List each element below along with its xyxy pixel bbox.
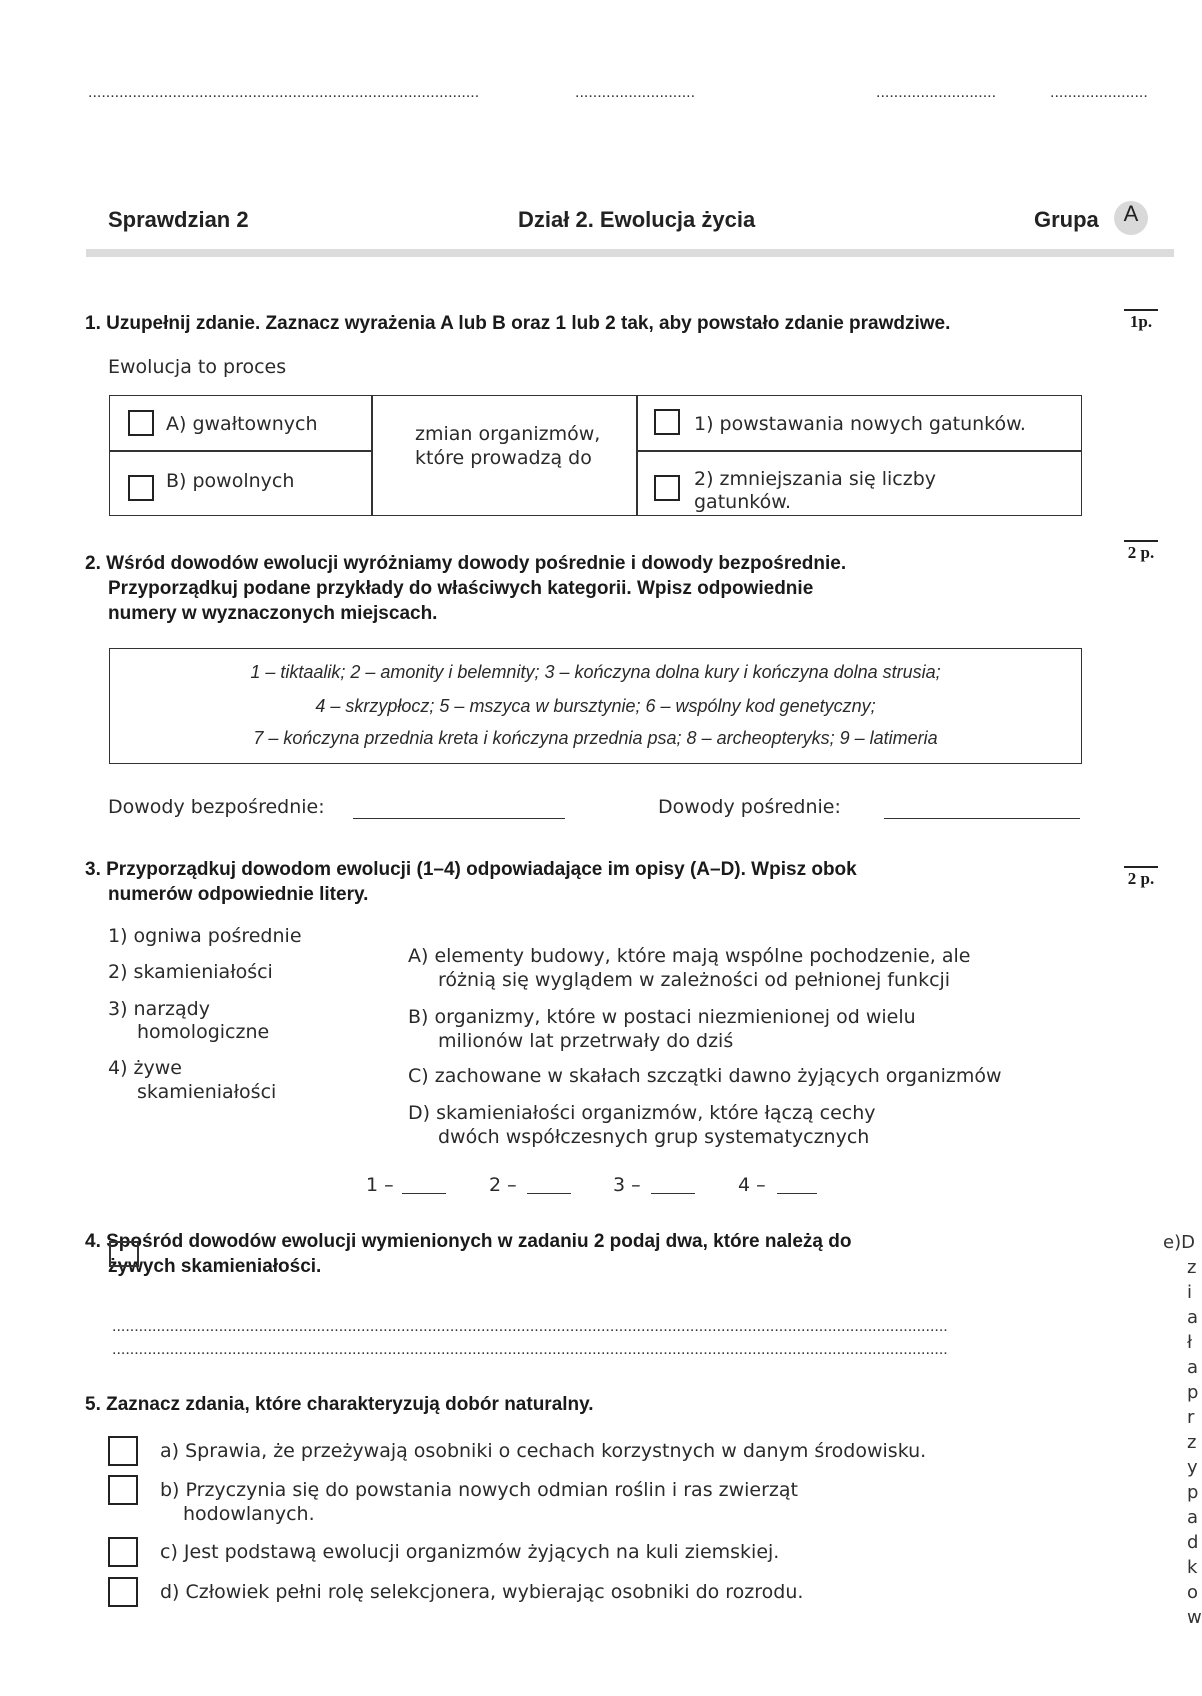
q4-title-line1: 4. Spośród dowodów ewolucji wymienionych w zadaniu 2 podaj dwa, które należą do [85, 1231, 852, 1252]
q3-desc-b: B) organizmy, które w postaci niezmienionej od wielu [408, 1006, 916, 1028]
q5-option-a: a) Sprawia, że przeżywają osobniki o cechach korzystnych w danym środowisku. [160, 1440, 927, 1462]
q3-item-3: 3) narządy [108, 998, 210, 1020]
side-letters: z i a ł a p r z y p a d k o w [1187, 1257, 1202, 1628]
q3-item-3-cont: homologiczne [137, 1021, 270, 1043]
q3-points: 2 p. [1124, 866, 1158, 889]
q3-item-2: 2) skamieniałości [108, 961, 273, 983]
q1-option-1: 1) powstawania nowych gatunków. [694, 413, 1026, 435]
q3-desc-d-cont: dwóch współczesnych grup systematycznych [438, 1126, 870, 1148]
q5-option-b-cont: hodowlanych. [183, 1503, 315, 1525]
q5-option-b: b) Przyczynia się do powstania nowych odmian roślin i ras zwierząt [160, 1479, 798, 1501]
q3-desc-d: D) skamieniałości organizmów, które łączą cechy [408, 1102, 876, 1124]
q3-item-4: 4) żywe [108, 1057, 182, 1079]
q3-desc-c: C) zachowane w skałach szczątki dawno żyjących organizmów [408, 1065, 1002, 1087]
q3-title-line2: numerów odpowiednie litery. [108, 884, 369, 905]
group-letter: A [1123, 201, 1139, 226]
q2-direct-label: Dowody bezpośrednie: [108, 796, 325, 818]
q3-desc-b-cont: milionów lat przetrwały do dziś [438, 1030, 734, 1052]
q3-desc-a-cont: różnią się wyglądem w zależności od pełnionej funkcji [438, 969, 951, 991]
group-label: Grupa [1034, 207, 1099, 232]
q1-option-2: 2) zmniejszania się liczby gatunków. [694, 468, 937, 513]
q3-answer-1-label: 1 – [366, 1174, 394, 1196]
q5-checkbox-c[interactable] [108, 1537, 138, 1567]
name-field[interactable]: ........................................................................................ [88, 84, 480, 101]
q1-lead: Ewolucja to proces [108, 356, 287, 378]
q2-indirect-label: Dowody pośrednie: [658, 796, 841, 818]
q1-middle: zmian organizmów, które prowadzą do [415, 423, 601, 469]
q2-title-line2: Przyporządkuj podane przykłady do właściwych kategorii. Wpisz odpowiednie [108, 578, 814, 599]
q2-examples-line1: 1 – tiktaalik; 2 – amonity i belemnity; 3 – kończyna dolna kury i kończyna dolna strusia; [250, 662, 941, 682]
q4-title-line2: żywych skamieniałości. [108, 1256, 322, 1277]
q3-answer-2-label: 2 – [489, 1174, 517, 1196]
date-field[interactable]: ........................... [876, 84, 997, 101]
q5-checkbox-d[interactable] [108, 1577, 138, 1607]
grade-field[interactable]: ...................... [1050, 84, 1148, 101]
q3-answer-3-input[interactable] [651, 1175, 695, 1194]
q2-title-line3: numery w wyznaczonych miejscach. [108, 603, 438, 624]
q1-option-b: B) powolnych [166, 470, 295, 492]
page-title: Sprawdzian 2 [108, 207, 249, 232]
q3-title-line1: 3. Przyporządkuj dowodom ewolucji (1–4) odpowiadające im opisy (A–D). Wpisz obok [85, 859, 857, 880]
q1-checkbox-1[interactable] [654, 409, 680, 435]
q5-option-c: c) Jest podstawą ewolucji organizmów żyjących na kuli ziemskiej. [160, 1541, 780, 1563]
section-title: Dział 2. Ewolucja życia [518, 207, 756, 232]
q2-points: 2 p. [1124, 540, 1158, 563]
q2-direct-input[interactable] [353, 800, 565, 819]
class-field[interactable]: ........................... [575, 84, 696, 101]
q3-answer-1-input[interactable] [402, 1175, 446, 1194]
q1-checkbox-b[interactable] [128, 475, 154, 501]
q3-answer-2-input[interactable] [527, 1175, 571, 1194]
q1-points: 1p. [1124, 309, 1158, 332]
q2-examples-line3: 7 – kończyna przednia kreta i kończyna przednia psa; 8 – archeopteryks; 9 – latimeria [253, 728, 938, 748]
q3-answer-4-label: 4 – [738, 1174, 766, 1196]
q3-answer-4-input[interactable] [777, 1175, 817, 1194]
q4-answer-line1[interactable]: ............................................................................................................................................................................................ [112, 1318, 948, 1335]
q5-checkbox-a[interactable] [108, 1436, 138, 1466]
q3-item-1: 1) ogniwa pośrednie [108, 925, 302, 947]
q3-item-4-cont: skamieniałości [137, 1081, 277, 1103]
q2-indirect-input[interactable] [884, 800, 1080, 819]
q3-answer-3-label: 3 – [613, 1174, 641, 1196]
q2-examples-line2: 4 – skrzypłocz; 5 – mszyca w bursztynie; 6 – wspólny kod genetyczny; [315, 696, 876, 716]
q3-desc-a: A) elementy budowy, które mają wspólne pochodzenie, ale [408, 945, 971, 967]
q5-option-d: d) Człowiek pełni rolę selekcjonera, wybierając osobniki do rozrodu. [160, 1581, 804, 1603]
q1-checkbox-2[interactable] [654, 475, 680, 501]
q4-overlay-checkbox[interactable] [109, 1241, 139, 1267]
q2-title-line1: 2. Wśród dowodów ewolucji wyróżniamy dowody pośrednie i dowody bezpośrednie. [85, 553, 847, 574]
q1-checkbox-a[interactable] [128, 410, 154, 436]
q1-title: 1. Uzupełnij zdanie. Zaznacz wyrażenia A lub B oraz 1 lub 2 tak, aby powstało zdanie prawdziwe. [85, 313, 951, 334]
header-divider [86, 249, 1174, 257]
q1-option-a: A) gwałtownych [166, 413, 318, 435]
q5-title: 5. Zaznacz zdania, które charakteryzują dobór naturalny. [85, 1394, 594, 1415]
q4-answer-line2[interactable]: ............................................................................................................................................................................................ [112, 1341, 948, 1358]
q5-checkbox-b[interactable] [108, 1475, 138, 1505]
side-label: e)D [1163, 1232, 1195, 1253]
